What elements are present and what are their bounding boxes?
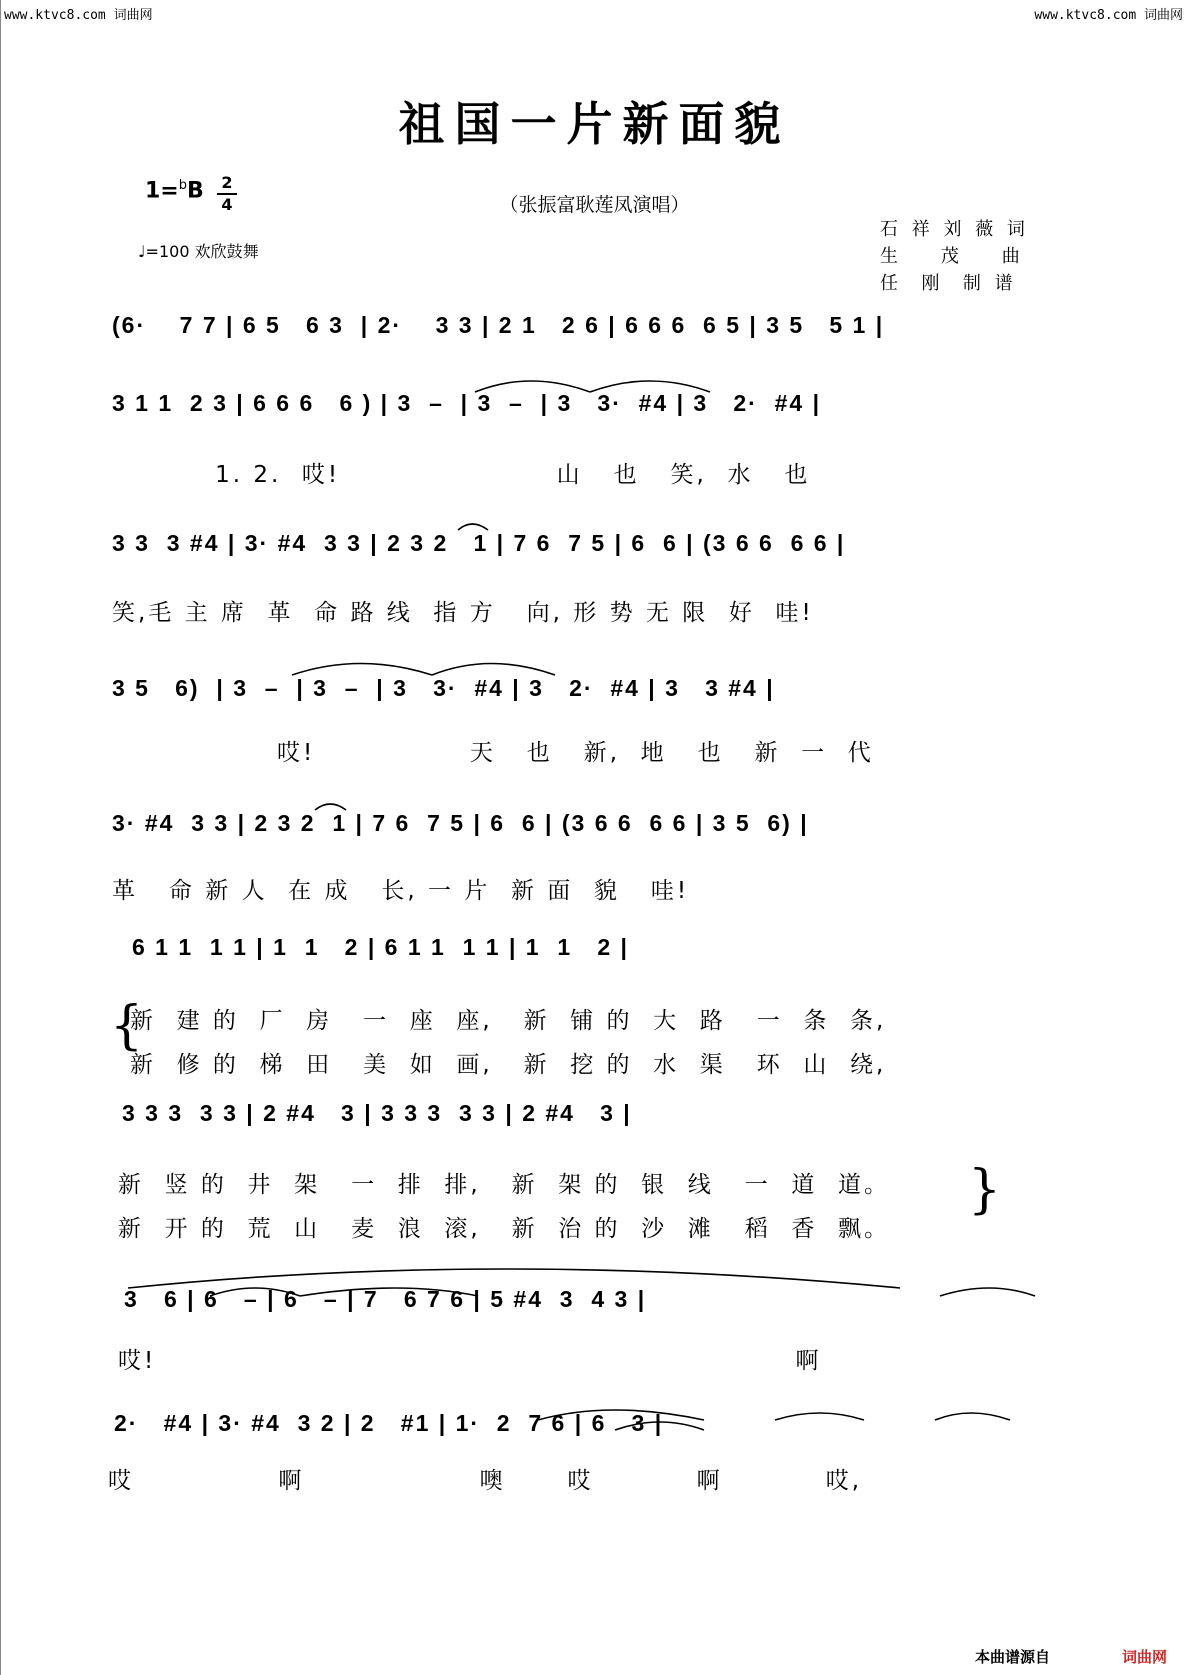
lyric-line: 哎 啊 噢 哎 啊 哎, — [108, 1468, 863, 1494]
notation-line: 3 6 | 6 – | 6 – | 7 6 7 6 | 5 #4 3 4 3 | — [124, 1286, 647, 1312]
credits — [880, 216, 1029, 297]
header-left-url[interactable]: www.ktvc8.com 词曲网 — [4, 8, 153, 23]
lyric-line: 革 命 新 人 在 成 长, 一 片 新 面 貌 哇! — [112, 878, 690, 904]
credit-lyricist: 石 祥 刘 薇 词 — [880, 219, 1029, 240]
key-flat: b — [178, 178, 188, 193]
lyric-line-verse-1: 新 竖 的 井 架 一 排 排, 新 架 的 银 线 一 道 道。 — [118, 1172, 890, 1198]
lyric-line: 1. 2. 哎! 山 也 笑, 水 也 — [112, 462, 811, 488]
credit-composer: 生 茂 曲 — [880, 246, 1024, 267]
verse-brace-right: } — [968, 1160, 1002, 1220]
notation-line: 3 3 3 3 3 | 2 #4 3 | 3 3 3 3 3 | 2 #4 3 | — [122, 1100, 632, 1126]
key-prefix: 1= — [145, 178, 179, 204]
score-system-6 — [0, 934, 1189, 994]
tie-5 — [432, 664, 555, 676]
score-system-7 — [0, 1100, 1189, 1160]
notation-line: 6 1 1 1 1 | 1 1 2 | 6 1 1 1 1 | 1 1 2 | — [132, 934, 629, 960]
notation-line: 3 1 1 2 3 | 6 6 6 6 ) | 3 – | 3 – | 3 3· #4 | 3 2· #4 | — [112, 390, 822, 416]
tempo-marking: ♩=100 欢欣鼓舞 — [138, 242, 259, 261]
notation-line: 3 3 3 #4 | 3· #4 3 3 | 2 3 2 1 | 7 6 7 5 | 6 6 | (3 6 6 6 6 | — [112, 530, 846, 556]
lyric-line-verse-2: 新 修 的 梯 田 美 如 画, 新 挖 的 水 渠 环 山 绕, — [130, 1052, 887, 1078]
notation-line: 3· #4 3 3 | 2 3 2 1 | 7 6 7 5 | 6 6 | (3 6 6 6 6 | 3 5 6) | — [112, 810, 809, 836]
score-system-3 — [0, 530, 1189, 590]
lyric-line-verse-1: 新 建 的 厂 房 一 座 座, 新 铺 的 大 路 一 条 条, — [130, 1008, 887, 1034]
verse-brace-left: { — [110, 996, 144, 1056]
lyric-line: 笑,毛 主 席 革 命 路 线 指 方 向, 形 势 无 限 好 哇! — [112, 600, 814, 626]
notation-line: (6· 7 7 | 6 5 6 3 | 2· 3 3 | 2 1 2 6 | 6 6 6 6 5 | 3 5 5 1 | — [112, 312, 885, 338]
footer-source: 本曲谱源自 — [975, 1648, 1051, 1666]
lyric-line-verse-2: 新 开 的 荒 山 麦 浪 滚, 新 治 的 沙 滩 稻 香 飘。 — [118, 1216, 890, 1242]
lyric-line: 哎! 啊 — [118, 1348, 822, 1374]
score-system-8 — [0, 1286, 1189, 1346]
notation-line: 3 5 6) | 3 – | 3 – | 3 3· #4 | 3 2· #4 | 3 3 #4 | — [112, 675, 775, 701]
credit-arranger: 任 刚 制 谱 — [880, 273, 1017, 294]
key-note: B — [187, 178, 204, 204]
score-system-2 — [0, 390, 1189, 450]
footer-logo[interactable]: 词曲网 — [1121, 1648, 1167, 1666]
meter-bottom: 4 — [221, 195, 233, 214]
song-title: 祖国一片新面貌 — [398, 97, 791, 151]
score-system-9 — [0, 1410, 1189, 1470]
notation-line: 2· #4 | 3· #4 3 2 | 2 #1 | 1· 2 7 6 | 6 3 | — [114, 1410, 664, 1436]
performers: （张振富耿莲凤演唱） — [499, 194, 690, 216]
header-right-url[interactable]: www.ktvc8.com 词曲网 — [1034, 8, 1183, 23]
tie-4 — [292, 664, 432, 676]
score-system-4 — [0, 675, 1189, 735]
score-system-5 — [0, 810, 1189, 870]
lyric-line: 哎! 天 也 新, 地 也 新 一 代 — [112, 740, 874, 766]
meter-top: 2 — [221, 173, 233, 192]
score-system-1 — [0, 312, 1189, 372]
